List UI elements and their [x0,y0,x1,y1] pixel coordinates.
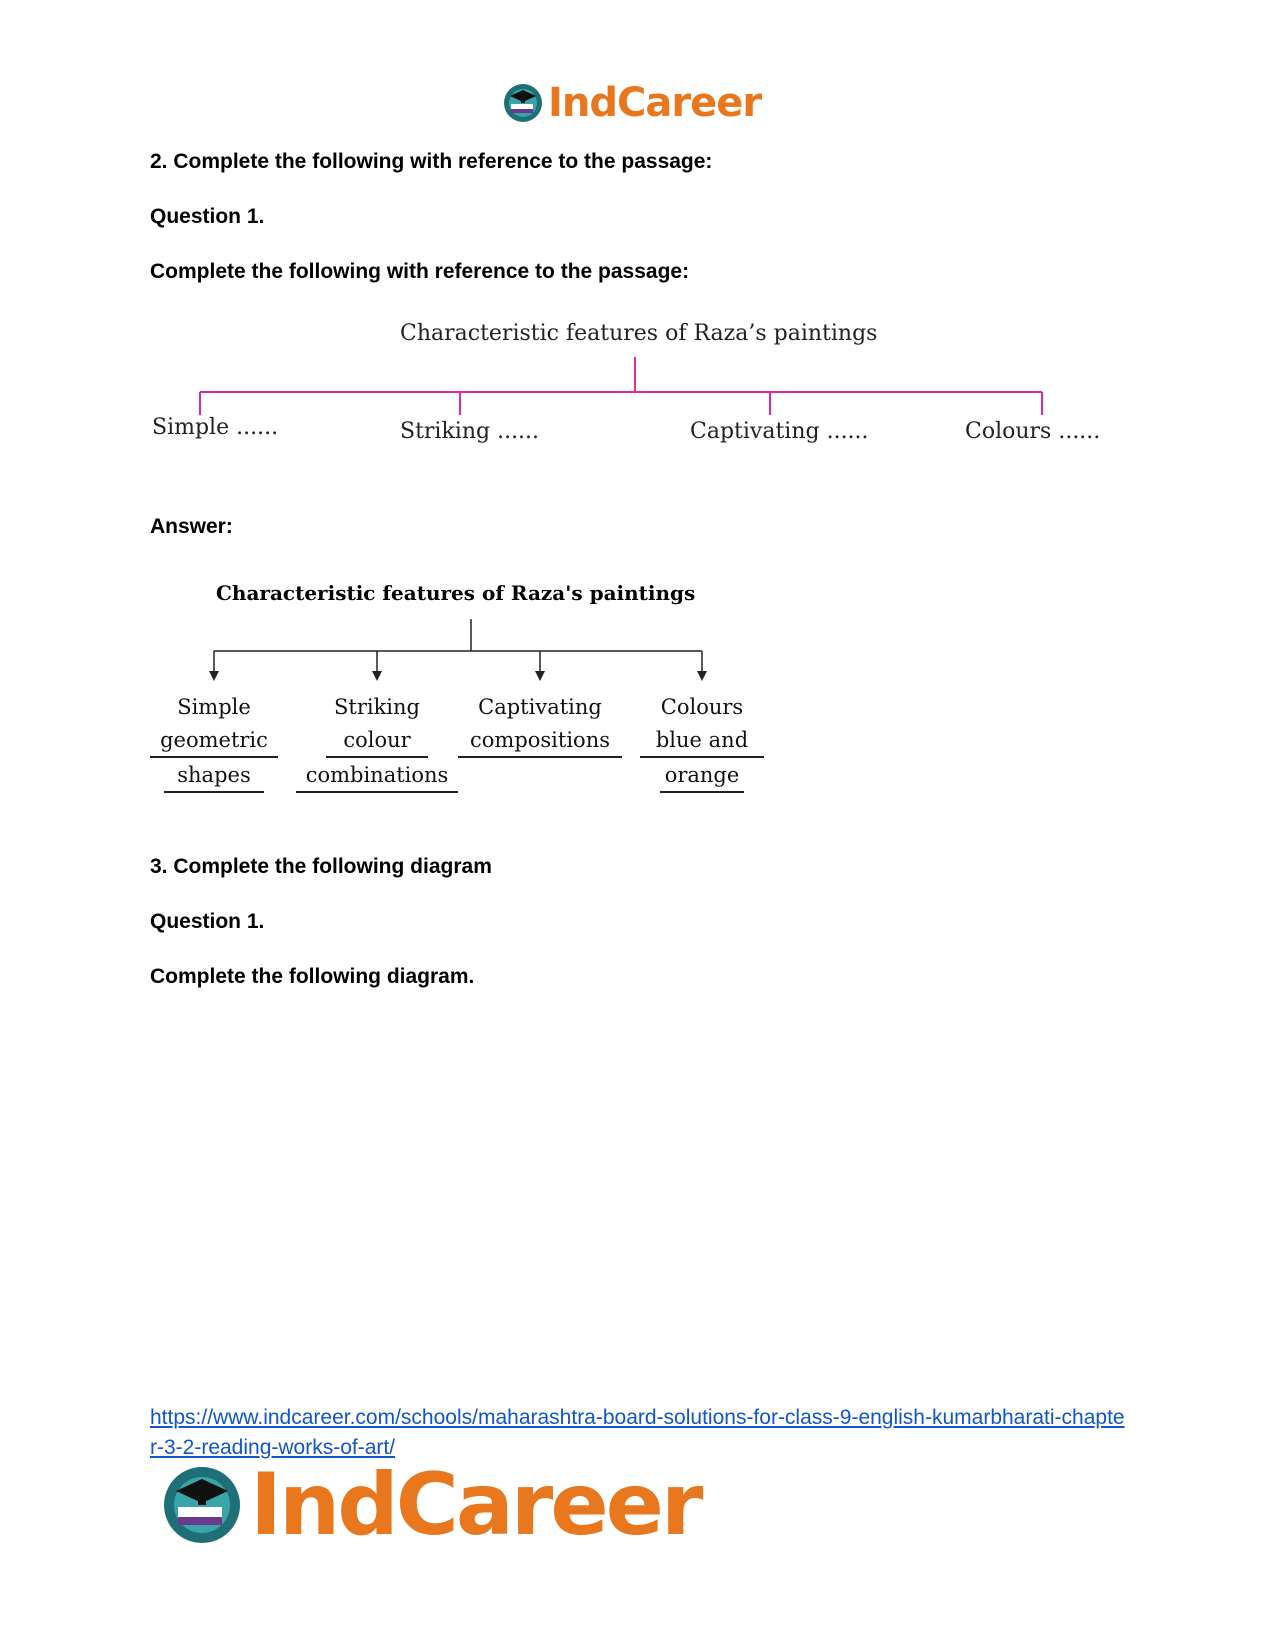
source-url-link[interactable]: https://www.indcareer.com/schools/maharashtra-board-solutions-for-class-9-english-kumarbharati-chapter-3-2-reading-works-of-art/ [150,1406,1125,1459]
section-3-heading: 3. Complete the following diagram [150,855,492,878]
answer-box-captivating [458,690,622,760]
answer-box-line: shapes [164,760,264,793]
answer-box-striking [296,690,458,795]
answer-box-line: geometric [150,725,278,758]
answer-box-line: blue and [640,725,764,758]
indcareer-logo-bottom [160,1455,701,1555]
logo-wordmark: IndCareer [548,80,762,126]
answer-box-line: compositions [458,725,622,758]
answer-tree-diagram [150,575,790,805]
section-3-instruction: Complete the following diagram. [150,965,475,988]
answer-box-colours [640,690,764,795]
section-2-heading: 2. Complete the following with reference to the passage: [150,150,713,173]
graduation-book-icon [502,82,544,124]
answer-box-line: orange [660,760,744,793]
answer-label: Answer: [150,515,233,538]
answer-box-line: combinations [296,760,458,793]
graduation-book-icon [160,1463,244,1547]
section-2-instruction: Complete the following with reference to the passage: [150,260,690,283]
question-leaf-simple: Simple ...... [152,415,279,440]
answer-box-head: Colours [660,695,744,719]
answer-box-head: Captivating [478,695,602,719]
section-3-question-label: Question 1. [150,910,265,933]
answer-box-head: Simple [177,695,251,719]
answer-diagram-title: Characteristic features of Raza's paintings [216,581,696,605]
section-2-question-label: Question 1. [150,205,265,228]
question-leaf-striking: Striking ...... [400,419,540,444]
indcareer-logo-top [502,80,761,126]
answer-box-simple [150,690,278,795]
question-diagram-title: Characteristic features of Raza’s paintings [400,321,878,346]
answer-box-head: Striking [334,695,420,719]
question-tree-diagram [150,315,1130,465]
answer-box-line: colour [326,725,428,758]
answer-diagram-connectors [150,575,790,695]
question-leaf-colours: Colours ...... [965,419,1101,444]
logo-wordmark: IndCareer [250,1455,701,1555]
question-leaf-captivating: Captivating ...... [690,419,869,444]
